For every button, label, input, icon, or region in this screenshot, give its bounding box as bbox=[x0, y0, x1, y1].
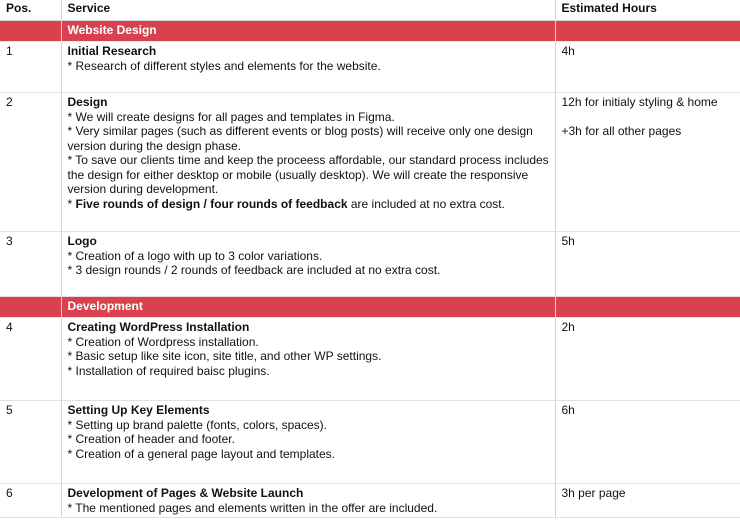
hours-value: 2h bbox=[561, 320, 575, 334]
service-title: Initial Research bbox=[67, 44, 157, 58]
row-pos: 6 bbox=[0, 484, 61, 518]
table-row bbox=[0, 401, 740, 484]
service-title: Setting Up Key Elements bbox=[67, 403, 210, 417]
service-line: * We will create designs for all pages and templates in Figma. bbox=[67, 109, 395, 124]
service-line: * To save our clients time and keep the proceess affordable, our standard process includes the design for either desktop or mobile (usually desktop). We will create the responsive version during development. bbox=[67, 153, 549, 196]
row-service bbox=[61, 484, 555, 518]
service-title: Creating WordPress Installation bbox=[67, 320, 250, 334]
row-hours bbox=[555, 42, 740, 93]
hours-value: +3h for all other pages bbox=[561, 123, 682, 138]
row-service bbox=[61, 93, 555, 232]
table-row bbox=[0, 484, 740, 518]
row-hours bbox=[555, 401, 740, 484]
service-line: * 3 design rounds / 2 rounds of feedback are included at no extra cost. bbox=[67, 263, 441, 277]
bold-text: Five rounds of design / four rounds of feedback bbox=[75, 196, 348, 211]
row-pos: 5 bbox=[0, 401, 61, 484]
row-service bbox=[61, 232, 555, 297]
table-row bbox=[0, 42, 740, 93]
row-service bbox=[61, 401, 555, 484]
service-line: * Setting up brand palette (fonts, colors, spaces). bbox=[67, 417, 327, 432]
table-row bbox=[0, 232, 740, 297]
row-hours bbox=[555, 93, 740, 232]
header-hours: Estimated Hours bbox=[555, 0, 740, 21]
service-line: * Creation of a logo with up to 3 color variations. bbox=[67, 248, 323, 263]
row-pos: 1 bbox=[0, 42, 61, 93]
row-pos: 4 bbox=[0, 318, 61, 401]
hours-value: 12h for initialy styling & home bbox=[561, 95, 718, 109]
service-line-bold: * Five rounds of design / four rounds of feedback are included at no extra cost. bbox=[67, 196, 505, 211]
row-service bbox=[61, 42, 555, 93]
section-title: Development bbox=[61, 297, 555, 318]
service-line: * Creation of a general page layout and templates. bbox=[67, 446, 336, 461]
hours-value: 6h bbox=[561, 403, 575, 417]
header-service: Service bbox=[61, 0, 555, 21]
row-service bbox=[61, 318, 555, 401]
service-line: * Very similar pages (such as different events or blog posts) will receive only one design version during the design phase. bbox=[67, 124, 533, 153]
table-row bbox=[0, 318, 740, 401]
section-row-development bbox=[0, 297, 740, 318]
header-row bbox=[0, 0, 740, 21]
section-title: Website Design bbox=[61, 21, 555, 42]
row-hours bbox=[555, 484, 740, 518]
row-pos: 2 bbox=[0, 93, 61, 232]
service-line: * Installation of required baisc plugins. bbox=[67, 363, 270, 378]
service-title: Development of Pages & Website Launch bbox=[67, 486, 304, 500]
hours-value: 5h bbox=[561, 234, 575, 248]
hours-value: 4h bbox=[561, 44, 575, 58]
table-row bbox=[0, 93, 740, 232]
hours-value: 3h per page bbox=[561, 486, 626, 500]
service-line: * Creation of header and footer. bbox=[67, 432, 235, 446]
row-hours bbox=[555, 232, 740, 297]
header-pos: Pos. bbox=[0, 0, 61, 21]
service-title: Logo bbox=[67, 234, 97, 248]
rest-text: are included at no extra cost. bbox=[347, 196, 505, 211]
service-line: * Creation of Wordpress installation. bbox=[67, 334, 259, 349]
row-pos: 3 bbox=[0, 232, 61, 297]
service-line: * The mentioned pages and elements written in the offer are included. bbox=[67, 500, 438, 515]
section-row-website-design bbox=[0, 21, 740, 42]
row-hours bbox=[555, 318, 740, 401]
service-line: * Basic setup like site icon, site title, and other WP settings. bbox=[67, 349, 382, 363]
service-line: * Research of different styles and elements for the website. bbox=[67, 58, 381, 73]
service-title: Design bbox=[67, 95, 108, 109]
